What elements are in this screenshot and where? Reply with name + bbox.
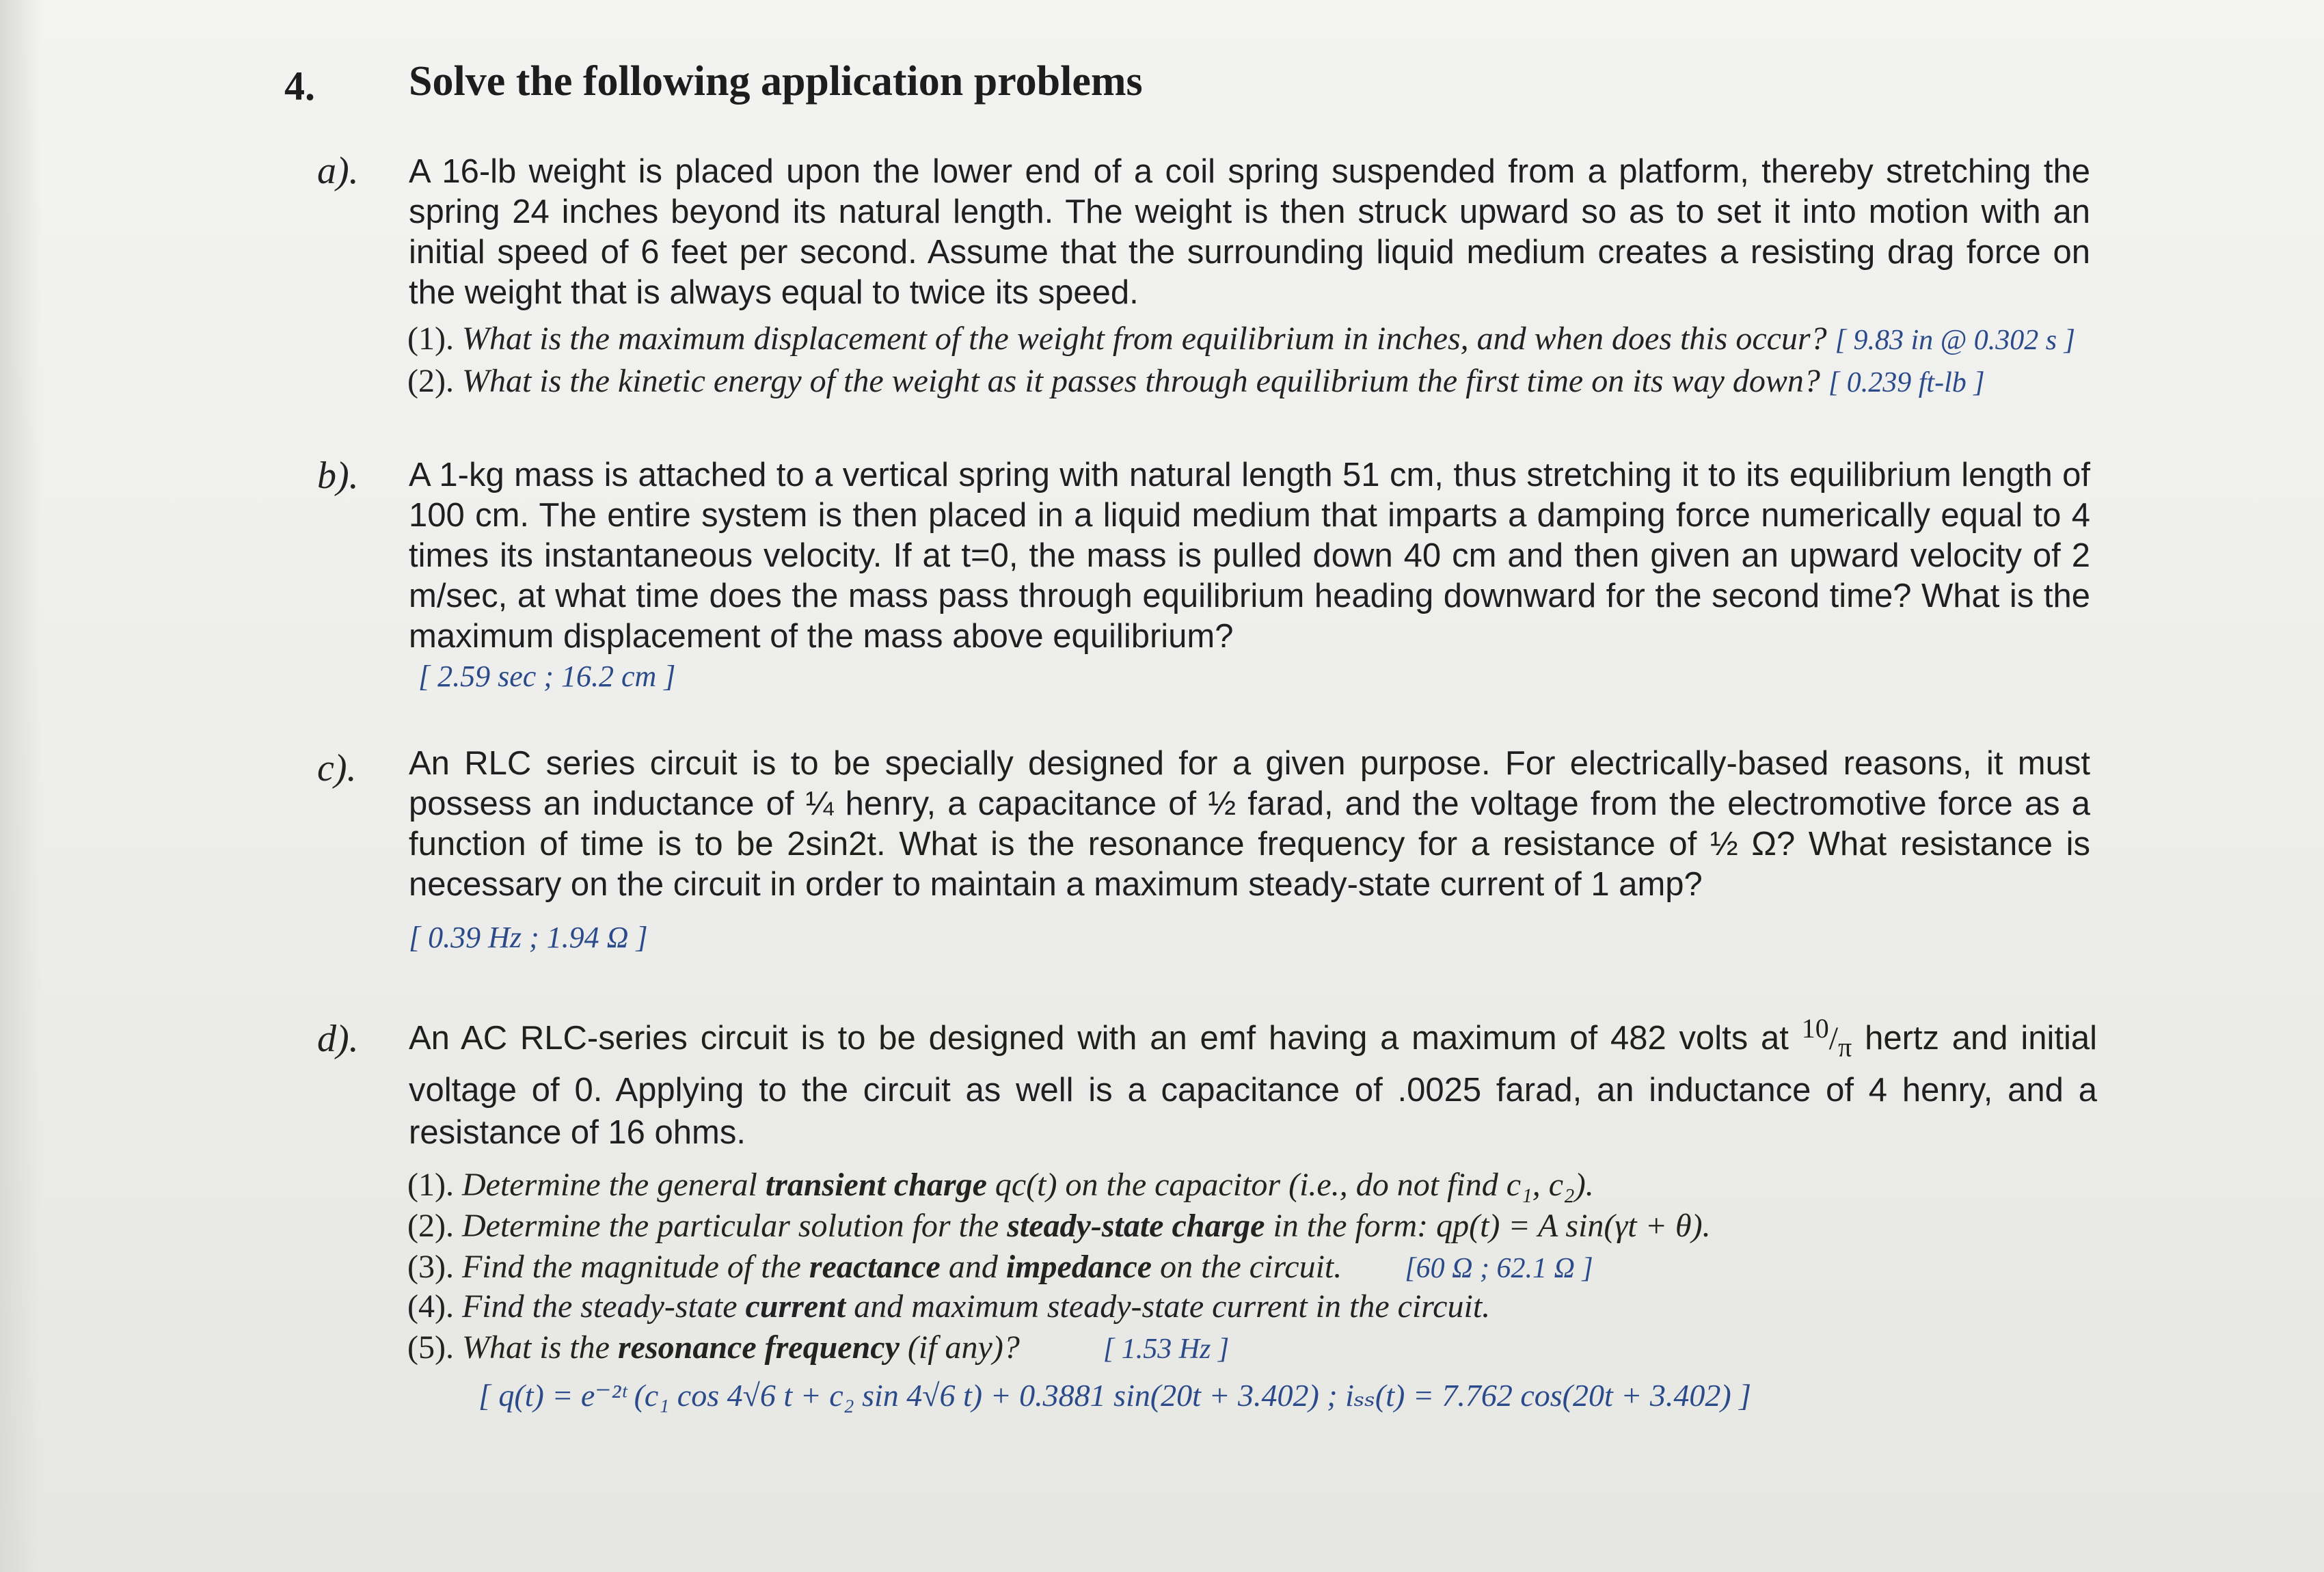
- fraction-denominator: π: [1838, 1031, 1852, 1063]
- part-d-text: [409, 1007, 2097, 1154]
- problem-number: 4.: [284, 64, 315, 109]
- q-text: What is the kinetic energy of the weight as it passes through equilibrium the first time on its way down?: [461, 363, 1820, 399]
- part-a-label: a).: [317, 150, 359, 192]
- part-d-text-after: hertz and initial voltage of 0. Applying to the circuit as well is a capacitance of .0025 farad, an inductance of 4 henry, and a resistance of 16 ohms.: [409, 1020, 2097, 1151]
- part-b-answer: [ 2.59 sec ; 16.2 cm ]: [418, 660, 676, 693]
- part-d-question-1: [407, 1166, 1594, 1204]
- answer: [ 1.53 Hz ]: [1103, 1333, 1230, 1365]
- part-a-question-2: [407, 362, 1985, 400]
- q-text-post: (if any)?: [907, 1329, 1020, 1366]
- part-b-label: b).: [317, 455, 359, 497]
- q-text-bold: reactance: [809, 1249, 941, 1285]
- q-text-pre: Determine the general: [461, 1167, 757, 1203]
- q-number: (4).: [407, 1288, 454, 1325]
- part-a-question-1: [407, 320, 2075, 357]
- q-number: (2).: [407, 1208, 454, 1244]
- part-d-final-answer: [ q(t) = e⁻²ᵗ (c₁ cos 4√6 t + c₂ sin 4√6 t) + 0.3881 sin(20t + 3.402) ; iₛₛ(t) = 7.762 cos(20t + 3.402) ]: [478, 1378, 1752, 1413]
- frequency-fraction: $^{10}/_\pi$: [1801, 1013, 1852, 1063]
- q-text-bold: steady-state charge: [1007, 1208, 1265, 1244]
- part-d-question-4: [407, 1288, 1490, 1325]
- q-text-bold: resonance frequency: [617, 1329, 900, 1366]
- answer: [ 0.239 ft-lb ]: [1828, 367, 1985, 398]
- q-text-pre: Determine the particular solution for the: [461, 1208, 999, 1244]
- q-number: (1).: [407, 321, 454, 357]
- q-text-bold: transient charge: [765, 1167, 987, 1203]
- part-c-answer: [ 0.39 Hz ; 1.94 Ω ]: [409, 921, 648, 954]
- q-number: (1).: [407, 1167, 454, 1203]
- q-number: (5).: [407, 1329, 454, 1366]
- answer: [ 9.83 in @ 0.302 s ]: [1835, 325, 2075, 356]
- part-d-text-before: An AC RLC-series circuit is to be designed with an emf having a maximum of 482 volts at: [409, 1020, 1789, 1057]
- part-a-text: A 16-lb weight is placed upon the lower end of a coil spring suspended from a platform, thereby stretching the spring 24 inches beyond its natural length. The weight is then struck upward so as to set it into motion with an initial speed of 6 feet per second. Assume that the surrounding liquid medium creates a resisting drag force on the weight that is always equal to twice its speed.: [409, 153, 2090, 311]
- q-text-post: and maximum steady-state current in the circuit.: [854, 1288, 1491, 1325]
- page-title: Solve the following application problems: [409, 58, 1143, 105]
- q-number: (2).: [407, 363, 454, 399]
- page-edge-shadow: [0, 0, 41, 1572]
- part-d-question-2: [407, 1207, 1711, 1245]
- q-text-bold: current: [745, 1288, 846, 1325]
- part-d-question-3: [407, 1248, 1593, 1286]
- q-text-pre: Find the magnitude of the: [461, 1249, 801, 1285]
- part-d-label: d).: [317, 1018, 359, 1060]
- answer: [60 Ω ; 62.1 Ω ]: [1405, 1253, 1593, 1284]
- part-b-text: A 1-kg mass is attached to a vertical spring with natural length 51 cm, thus stretching it to its equilibrium length of 100 cm. The entire system is then placed in a liquid medium that imparts a damping force numerically equal to 4 times its instantaneous velocity. If at t=0, the mass is pulled down 40 cm and then given an upward velocity of 2 m/sec, at what time does the mass pass through equilibrium heading downward for the second time? What is the maximum displacement of the mass above equilibrium?: [409, 457, 2090, 655]
- q-text-post: qc(t) on the capacitor (i.e., do not find c₁, c₂).: [995, 1167, 1594, 1203]
- q-number: (3).: [407, 1249, 454, 1285]
- q-text-post: on the circuit.: [1160, 1249, 1342, 1285]
- part-c-text: An RLC series circuit is to be specially designed for a given purpose. For electrically-based reasons, it must possess an inductance of ¼ henry, a capacitance of ½ farad, and the voltage from the electromotive force as a function of time is to be 2sin2t. What is the resonance frequency for a resistance of ½ Ω? What resistance is necessary on the circuit in order to maintain a maximum steady-state current of 1 amp?: [409, 745, 2090, 903]
- part-d-question-5: [407, 1329, 1229, 1366]
- q-text: What is the maximum displacement of the weight from equilibrium in inches, and when does this occur?: [461, 321, 1827, 357]
- q-text-pre: Find the steady-state: [461, 1288, 738, 1325]
- q-text-pre: What is the: [461, 1329, 610, 1366]
- fraction-numerator: 10: [1801, 1013, 1829, 1044]
- q-text-mid: and: [948, 1249, 998, 1285]
- part-c-label: c).: [317, 747, 357, 789]
- q-text-post: in the form: qp(t) = A sin(γt + θ).: [1273, 1208, 1711, 1244]
- q-text-bold-2: impedance: [1005, 1249, 1152, 1285]
